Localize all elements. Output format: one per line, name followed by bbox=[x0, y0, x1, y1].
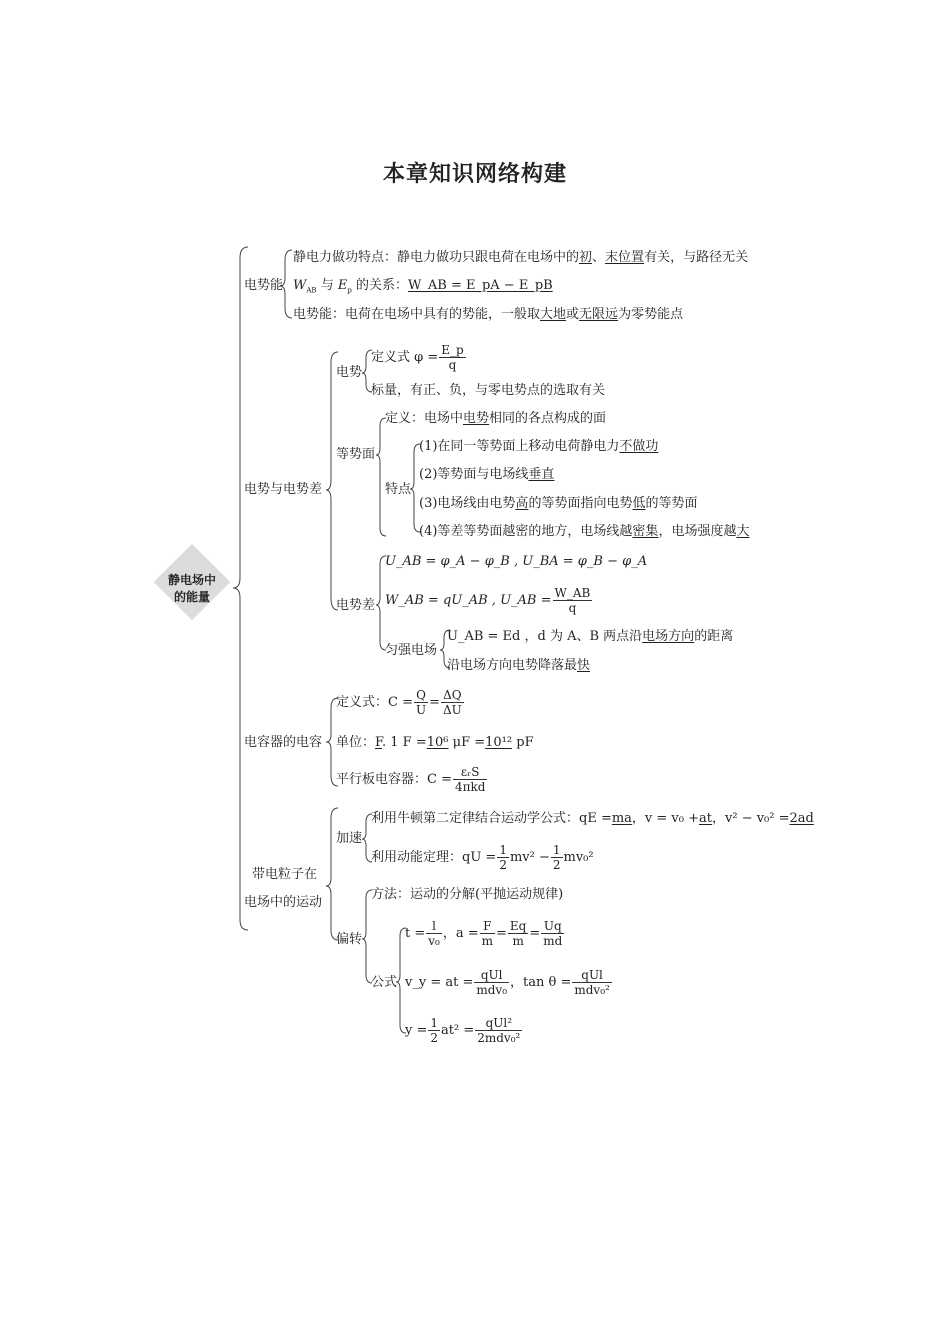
acc-1-blank-3: 2ad bbox=[789, 811, 814, 826]
feature-1-blank: 不做功 bbox=[619, 439, 659, 454]
feature-2 bbox=[419, 467, 554, 483]
cap-def-text: 定义式：C = bbox=[336, 695, 413, 710]
acc-label: 加速 bbox=[336, 831, 363, 846]
equi-def-prefix: 定义：电场中 bbox=[385, 411, 464, 426]
feature-3-blank-2: 低 bbox=[632, 496, 646, 511]
acc-1-b: ，v = v₀ + bbox=[631, 811, 700, 826]
acc-1-blank-1: ma bbox=[611, 811, 632, 826]
cap-frac1-num: Q bbox=[414, 688, 428, 703]
feature-4 bbox=[419, 524, 749, 540]
defl-t-a: t = bbox=[405, 926, 426, 941]
defl-a-eq: = bbox=[496, 926, 507, 941]
defl-y-frac-1 bbox=[428, 1016, 440, 1045]
defl-y-a: y = bbox=[405, 1023, 428, 1038]
cap-unit-blank-2: 10⁶ bbox=[426, 735, 449, 750]
cap-unit-g: pF bbox=[512, 735, 534, 750]
diff-frac-den: q bbox=[568, 601, 577, 615]
page-title: 本章知识网络构建 bbox=[382, 162, 567, 187]
pd-label: 电势与电势差 bbox=[244, 482, 323, 497]
acc-1-blank-2: at bbox=[699, 811, 712, 826]
defl-y1-den: 2 bbox=[430, 1031, 439, 1045]
cap-frac2-den: ΔU bbox=[443, 703, 462, 717]
defl-a-frac-3 bbox=[541, 919, 564, 948]
defl-a-frac-2 bbox=[508, 919, 528, 948]
motion-label-2: 电场中的运动 bbox=[244, 895, 323, 910]
acc-2-b: mv² − bbox=[509, 850, 550, 865]
defl-y-frac-2 bbox=[475, 1016, 522, 1045]
equi-def-end: 相同的各点构成的面 bbox=[489, 411, 607, 426]
ep-definition bbox=[293, 307, 683, 323]
root-label-line1: 静电场中 bbox=[167, 573, 216, 587]
diff-fraction bbox=[553, 586, 593, 615]
acc-2-c: mv₀² bbox=[563, 850, 594, 865]
defl-a2-num: Eq bbox=[509, 919, 527, 933]
potential-definition bbox=[371, 343, 467, 372]
feature-1-text: (1)在同一等势面上移动电荷静电力 bbox=[419, 439, 620, 454]
features-label: 特点 bbox=[385, 482, 412, 497]
brace-features bbox=[410, 444, 420, 532]
diff-label: 电势差 bbox=[336, 598, 376, 613]
acc-2-a: 利用动能定理：qU = bbox=[371, 850, 497, 865]
defl-y2-den: 2mdv₀² bbox=[477, 1031, 521, 1045]
diff-formula-2 bbox=[385, 586, 593, 615]
cap-unit-a: 单位： bbox=[336, 735, 376, 750]
feature-4-blank-2: 大 bbox=[736, 524, 750, 539]
defl-t-den: v₀ bbox=[428, 934, 440, 948]
feature-3-a: (3)电场线由电势 bbox=[419, 496, 516, 511]
defl-a1-num: F bbox=[480, 919, 495, 934]
feature-1 bbox=[419, 439, 658, 455]
potential-fraction bbox=[439, 343, 465, 372]
potential-frac-den: q bbox=[448, 358, 457, 372]
acc-line-1 bbox=[371, 811, 814, 827]
uniform-1-end: 的距离 bbox=[694, 629, 734, 644]
ep-relation: $W_{AB}$ 与 $E_p$ 的关系：W_AB = E_pA − E_pB bbox=[293, 278, 553, 295]
cap-plate-text: 平行板电容器：C = bbox=[336, 772, 452, 787]
defl-a-frac-1 bbox=[480, 919, 495, 948]
equi-label: 等势面 bbox=[336, 447, 376, 462]
ep-def-end: 为零势能点 bbox=[618, 307, 684, 322]
root-label bbox=[154, 572, 230, 606]
uniform-label: 匀强电场 bbox=[385, 643, 438, 658]
uniform-1-blank: 电场方向 bbox=[642, 629, 695, 644]
root-label-line2: 的能量 bbox=[173, 590, 210, 604]
uniform-2-blank: 快 bbox=[577, 658, 591, 673]
brace-root bbox=[233, 247, 248, 930]
defl-formula-y bbox=[405, 1016, 523, 1045]
acc-frac2-den: 2 bbox=[552, 858, 561, 872]
feature-4-blank-1: 密集 bbox=[632, 524, 659, 539]
acc-frac-1 bbox=[497, 843, 509, 872]
defl-a2-den: m bbox=[512, 934, 524, 948]
ep-def-prefix: 电势能：电荷在电场中具有的势能，一般取 bbox=[293, 307, 541, 322]
ep-relation-prefix: 与 bbox=[320, 278, 334, 293]
defl-a3-den: md bbox=[543, 934, 563, 948]
defl-vy-frac bbox=[474, 968, 509, 997]
feature-4-a: (4)等差等势面越密的地方，电场线越 bbox=[419, 524, 633, 539]
cap-plate-den: 4πkd bbox=[454, 780, 486, 794]
defl-a-a: ，a = bbox=[442, 926, 479, 941]
cap-unit-blank-3: 10¹² bbox=[485, 735, 513, 750]
feature-3-c: 的等势面 bbox=[645, 496, 698, 511]
potential-frac-num: E_p bbox=[441, 343, 464, 357]
ep-def-or: 或 bbox=[566, 307, 580, 322]
cap-unit bbox=[336, 735, 534, 751]
brace-motion bbox=[326, 808, 338, 940]
potential-label: 电势 bbox=[336, 365, 363, 380]
ep-def-blank-b: 无限远 bbox=[579, 307, 619, 322]
motion-label-1: 带电粒子在 bbox=[252, 867, 318, 882]
defl-vy-den: mdv₀ bbox=[476, 983, 508, 997]
cap-plate-fraction bbox=[453, 765, 487, 794]
feature-3 bbox=[419, 496, 697, 512]
equi-def-blank: 电势 bbox=[463, 411, 490, 426]
defl-tan-a: ，tan θ = bbox=[510, 975, 572, 990]
ep-work-feature bbox=[293, 250, 748, 266]
uniform-line-2 bbox=[447, 658, 590, 674]
defl-tan-den: mdv₀² bbox=[574, 983, 610, 997]
feature-2-blank: 垂直 bbox=[528, 467, 555, 482]
feature-3-blank-1: 高 bbox=[515, 496, 529, 511]
acc-frac2-num: 1 bbox=[552, 843, 561, 857]
cap-def-eq: = bbox=[429, 695, 441, 710]
acc-frac-2 bbox=[551, 843, 563, 872]
acc-1-a: 利用牛顿第二定律结合运动学公式：qE = bbox=[371, 811, 612, 826]
acc-frac1-num: 1 bbox=[499, 843, 507, 857]
defl-tan-num: qUl bbox=[572, 968, 611, 983]
defl-t-num: l bbox=[426, 919, 442, 934]
uniform-line-1 bbox=[447, 629, 733, 645]
ep-relation-formula: W_AB = E_pA − E_pB bbox=[408, 278, 553, 293]
acc-line-2 bbox=[371, 843, 594, 872]
cap-plate bbox=[336, 765, 488, 794]
cap-label: 电容器的电容 bbox=[244, 735, 323, 750]
cap-unit-blank-1: F bbox=[375, 735, 383, 750]
cap-fraction-2 bbox=[441, 688, 464, 717]
defl-tan-frac bbox=[572, 968, 611, 997]
ep-work-sep: 、 bbox=[592, 250, 606, 265]
defl-a1-den: m bbox=[481, 934, 494, 948]
ep-work-text: 静电力做功特点：静电力做功只跟电荷在电场中的 bbox=[293, 250, 580, 265]
ep-work-end: 有关，与路径无关 bbox=[644, 250, 749, 265]
defl-vy-num: qUl bbox=[474, 968, 509, 983]
cap-plate-num: εᵣS bbox=[453, 765, 487, 780]
ep-label: 电势能 bbox=[244, 278, 284, 293]
ep-relation-mid: 的关系： bbox=[356, 278, 409, 293]
potential-scalar: 标量，有正、负，与零电势点的选取有关 bbox=[371, 383, 606, 398]
defl-label: 偏转 bbox=[336, 932, 363, 947]
feature-2-text: (2)等势面与电场线 bbox=[419, 467, 529, 482]
potential-def-text: 定义式 φ = bbox=[371, 350, 439, 365]
cap-frac2-num: ΔQ bbox=[441, 688, 464, 703]
defl-y2-num: qUl² bbox=[475, 1016, 522, 1031]
uniform-2-text: 沿电场方向电势降落最 bbox=[447, 658, 578, 673]
diff-formula-2-text: W_AB = qU_AB , U_AB = bbox=[385, 593, 552, 608]
cap-unit-c: . 1 F = bbox=[382, 735, 427, 750]
diff-formula-1: U_AB = φ_A − φ_B , U_BA = φ_B − φ_A bbox=[385, 554, 648, 569]
defl-formula-ta bbox=[405, 919, 565, 948]
acc-1-c: ，v² − v₀² = bbox=[712, 811, 790, 826]
brace-equi bbox=[376, 418, 386, 536]
equi-definition bbox=[385, 411, 606, 427]
cap-definition bbox=[336, 688, 465, 717]
ep-work-blank-a: 初 bbox=[579, 250, 593, 265]
ep-work-blank-b: 末位置 bbox=[605, 250, 645, 265]
defl-a-eq2: = bbox=[529, 926, 541, 941]
brace-defl bbox=[362, 890, 372, 983]
cap-frac1-den: U bbox=[415, 703, 427, 717]
defl-method: 方法：运动的分解(平抛运动规律) bbox=[371, 887, 564, 902]
diff-frac-num: W_AB bbox=[554, 586, 591, 600]
formula-label: 公式 bbox=[371, 975, 398, 990]
acc-frac1-den: 2 bbox=[499, 858, 507, 872]
feature-4-b: ，电场强度越 bbox=[658, 524, 737, 539]
defl-vy-a: v_y = at = bbox=[405, 975, 474, 990]
uniform-1-text: U_AB = Ed ，d 为 A、B 两点沿 bbox=[447, 629, 643, 644]
defl-formula-vy bbox=[405, 968, 613, 997]
cap-fraction-1 bbox=[414, 688, 428, 717]
feature-3-b: 的等势面指向电势 bbox=[528, 496, 633, 511]
brace-pd bbox=[326, 352, 338, 610]
defl-t-frac bbox=[426, 919, 442, 948]
defl-y1-num: 1 bbox=[430, 1016, 439, 1030]
defl-a3-num: Uq bbox=[541, 919, 564, 934]
ep-def-blank-a: 大地 bbox=[540, 307, 567, 322]
cap-unit-e: μF = bbox=[448, 735, 486, 750]
defl-y-b: at² = bbox=[441, 1023, 475, 1038]
